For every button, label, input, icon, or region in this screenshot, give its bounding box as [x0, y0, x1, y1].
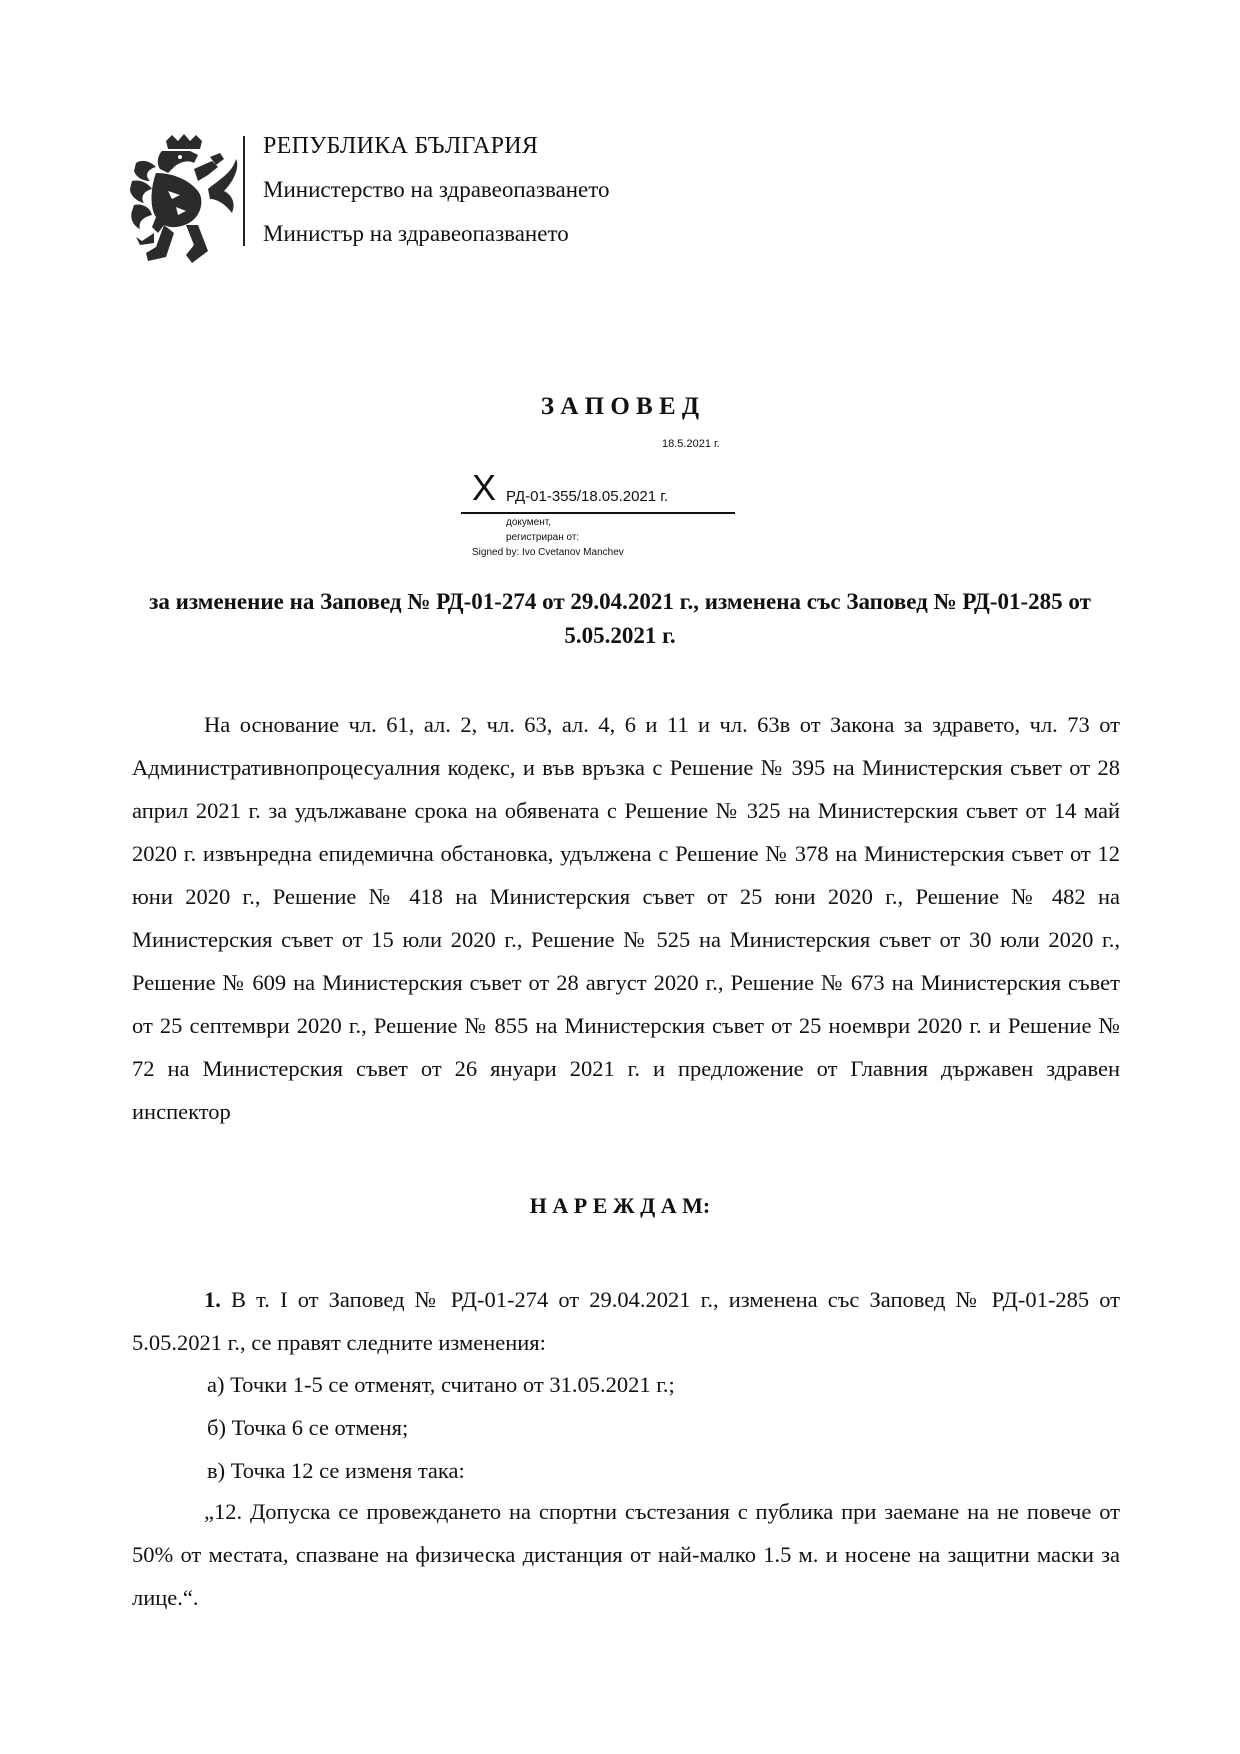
header-divider	[243, 136, 245, 246]
signature-date: 18.5.2021 г.	[662, 438, 720, 450]
basis-paragraph: На основание чл. 61, ал. 2, чл. 63, ал. 4, 6 и 11 и чл. 63в от Закона за здравето, чл. 73 от Административнопроцесуалния кодекс, и във връзка с Решение № 395 на Министерския съвет от 28 април 2021 г. за удължаване срока на обявената с Решение № 325 на Министерския съвет от 14 май 2020 г. извънредна епидемична обстановка, удължена с Решение № 378 на Министерския съвет от 12 юни 2020 г., Решение № 418 на Министерския съвет от 25 юни 2020 г., Решение № 482 на Министерския съвет от 15 юли 2020 г., Решение № 525 на Министерския съвет от 30 юли 2020 г., Решение № 609 на Министерския съвет от 28 август 2020 г., Решение № 673 на Министерския съвет от 25 септември 2020 г., Решение № 855 на Министерския съвет от 25 ноември 2020 г. и Решение № 72 на Министерския съвет от 26 януари 2021 г. и предложение от Главния държавен здравен инспектор	[132, 712, 1120, 1124]
signature-doc-label: документ,	[506, 517, 551, 528]
point-1-number: 1.	[204, 1287, 221, 1312]
signature-registered-by: регистриран от:	[506, 532, 580, 543]
coat-of-arms-lion-icon	[128, 133, 244, 267]
order-heading: Н А Р Е Ж Д А М:	[529, 1193, 711, 1218]
ministry-name: Министерство на здравеопазването	[263, 177, 610, 202]
signature-line	[461, 512, 735, 514]
quote-paragraph: „12. Допуска се провеждането на спортни състезания с публика при заемане на не повече от 50% от местата, спазване на физическа дистанция от най-малко 1.5 м. и носене на защитни маски за лице.“.	[132, 1499, 1120, 1610]
list-item-c: в) Точка 12 се изменя така:	[207, 1458, 465, 1483]
signature-mark: X	[472, 467, 497, 508]
country-name: РЕПУБЛИКА БЪЛГАРИЯ	[263, 133, 539, 159]
minister-title: Министър на здравеопазването	[263, 221, 569, 246]
point-1-paragraph	[132, 1278, 1120, 1364]
list-item-a: а) Точки 1-5 се отменят, считано от 31.05.2021 г.;	[207, 1372, 675, 1397]
order-subject: за изменение на Заповед № РД-01-274 от 29.04.2021 г., изменена със Заповед № РД-01-285 от 5.05.2021 г.	[149, 589, 1091, 648]
list-item-b: б) Точка 6 се отменя;	[207, 1415, 409, 1440]
signature-signer: Signed by: Ivo Cvetanov Manchev	[472, 547, 624, 558]
document-title: З А П О В Е Д	[540, 393, 700, 420]
point-1-text: В т. I от Заповед № РД-01-274 от 29.04.2021 г., изменена със Заповед № РД-01-285 от 5.05.2021 г., се правят следните изменения:	[132, 1287, 1120, 1355]
registration-number: РД-01-355/18.05.2021 г.	[506, 488, 669, 505]
